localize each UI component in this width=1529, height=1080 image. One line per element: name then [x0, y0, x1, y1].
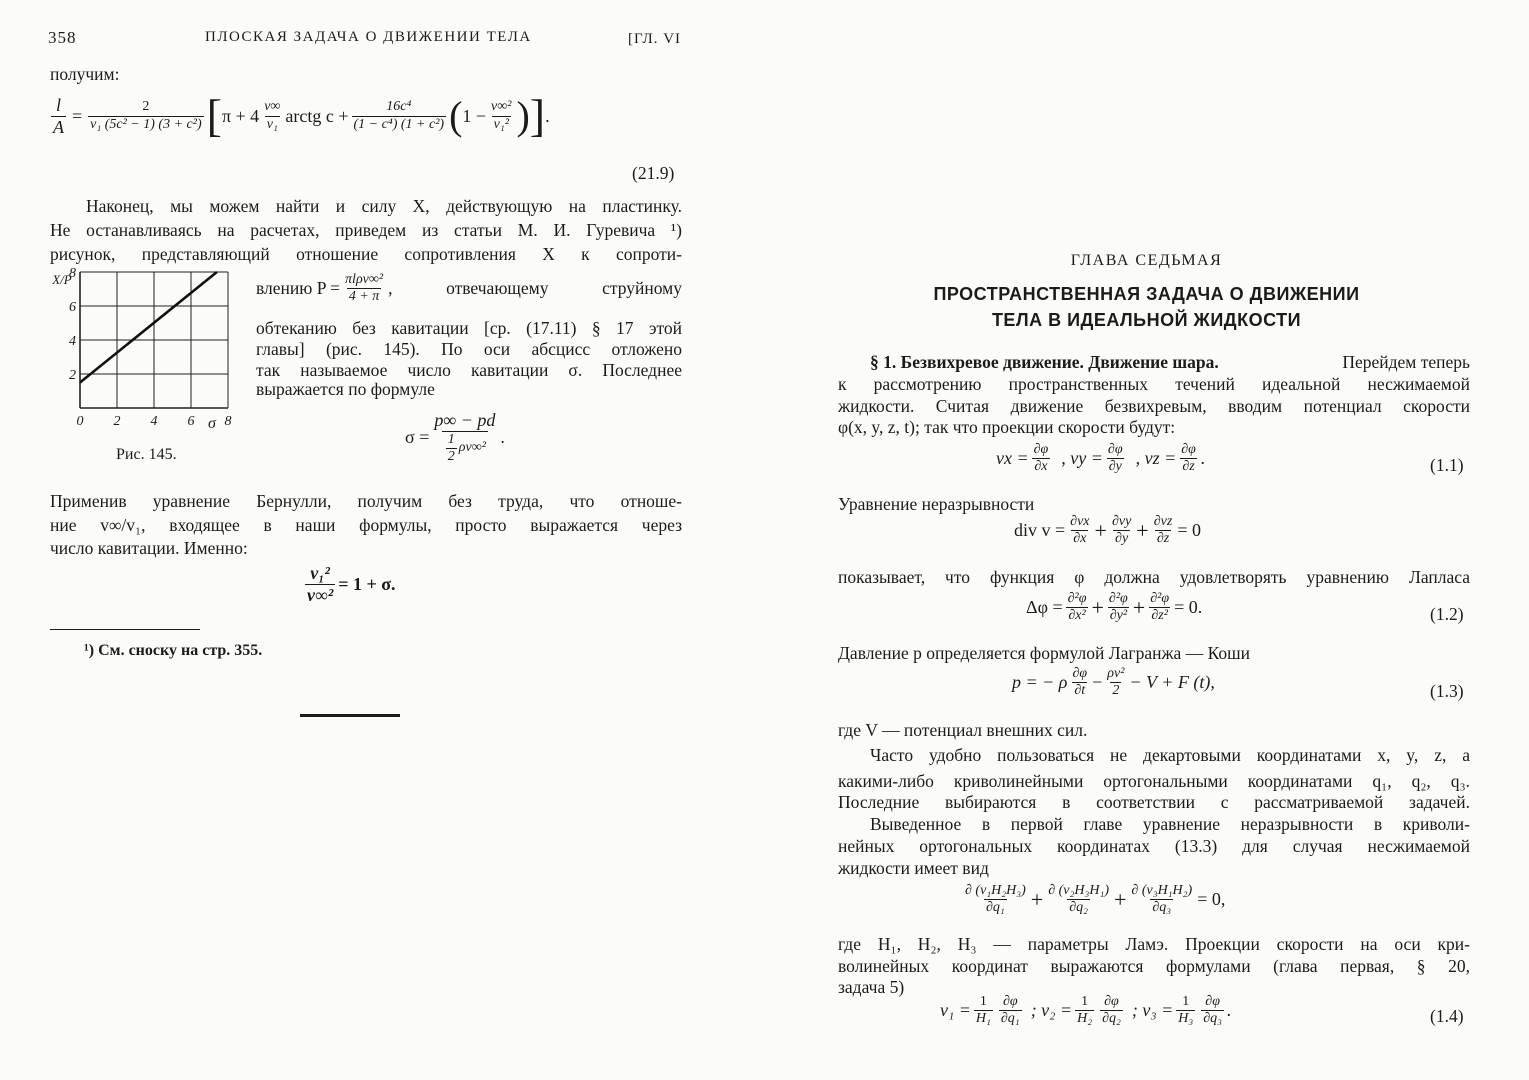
frac-den: ∂x — [1073, 531, 1087, 547]
eq-term: = 0, — [1197, 889, 1226, 910]
equation-21-9: $\frac{l}{A}$ = $\frac{2}{\text{v₁ (5c² − 1) (3 + c²)}}$ [ π + 4 $\frac{v\infty}{\text{v₁}}$ arctg c + $\frac{\text{16c⁴}}{\text{(1 − c⁴) (1 + c²)}}$ ( 1 − $\frac{\text{v∞²}}{\text{v₁²}}$ ) ] . — [53, 90, 550, 141]
eq-fraction — [1129, 883, 1194, 916]
frac-den: ∂t — [1074, 683, 1086, 699]
frac-den: ∂q₂ — [1102, 1011, 1121, 1027]
para-line: Последние выбираются в соответствии с рассматриваемой задачей. — [838, 792, 1470, 812]
page-number: 358 — [48, 28, 77, 47]
section-heading-line — [870, 352, 1470, 373]
para-line: жидкости. Считая движение безвихревым, вводим потенциал скорости — [838, 396, 1470, 416]
eq-fraction-1 — [88, 99, 203, 132]
eq-pi-term: π + 4 — [221, 105, 260, 126]
frac-num: 1 — [979, 994, 987, 1009]
footnote: ¹) См. сноску на стр. 355. — [84, 642, 263, 659]
x-tick-label: 4 — [150, 414, 158, 429]
para-line: главы] (рис. 145). По оси абсцисс отложено — [256, 339, 682, 359]
eq-term: vx = — [996, 448, 1029, 469]
equation-number: (1.2) — [1430, 604, 1464, 624]
eq-fraction — [1066, 591, 1089, 624]
frac-num: 2 — [142, 99, 150, 115]
eq-fraction — [1176, 994, 1195, 1027]
frac-den: H₁ — [975, 1011, 991, 1027]
x-axis-label: σ — [208, 415, 216, 432]
y-tick-label: 8 — [69, 266, 76, 281]
eq-fraction-3 — [352, 99, 447, 132]
para-line: к рассмотрению пространственных течений идеальной несжимаемой — [838, 374, 1470, 394]
frac-num: πlρv∞² — [345, 272, 384, 287]
para-line: обтеканию без кавитации [ср. (17.11) § 17 этой — [256, 318, 682, 338]
frac-num: l — [55, 94, 61, 115]
frac-den: ∂z — [1156, 531, 1170, 547]
sigma-lhs: σ = — [405, 426, 430, 447]
frac-den: ∂q₂ — [1069, 900, 1088, 916]
para-line: Выведенное в первой главе уравнение неразрывности в криволи- — [870, 814, 1470, 834]
frac-num: ρv² — [1107, 666, 1125, 681]
running-head: ПЛОСКАЯ ЗАДАЧА О ДВИЖЕНИИ ТЕЛА — [205, 29, 532, 45]
chapter-marker: [ГЛ. VI — [628, 31, 682, 47]
half-fraction — [446, 432, 457, 465]
eq-fraction-4 — [489, 99, 513, 132]
bernoulli-equation — [302, 563, 396, 605]
left-page — [0, 0, 764, 1080]
velocity-ratio-fraction — [305, 563, 335, 605]
frac-den: 2 — [1112, 683, 1120, 699]
eq-fraction — [1100, 994, 1123, 1027]
sigma-fraction — [432, 410, 497, 465]
x-tick-label: 8 — [224, 414, 232, 429]
wrap-line-with-formula — [256, 272, 682, 305]
chart-marks — [51, 266, 231, 432]
eq-fraction — [1179, 442, 1198, 475]
para-line: φ(x, y, z, t); так что проекции скорости будут: — [838, 417, 1176, 437]
chapter-label: ГЛАВА СЕДЬМАЯ — [1070, 252, 1223, 269]
frac-num: ∂φ — [1033, 442, 1049, 457]
frac-num: ∂φ — [1002, 994, 1018, 1009]
eq-fraction — [1201, 994, 1224, 1027]
eq-term: = 0. — [1174, 597, 1203, 618]
frac-num: ∂φ — [1181, 442, 1196, 457]
para-line: Часто удобно пользоваться не декартовыми координатами x, y, z, а — [870, 745, 1470, 765]
frac-num: ∂ (v₃H₁H₂) — [1131, 883, 1193, 898]
para-line: выражается по формуле — [256, 379, 435, 399]
eq-term: = 0 — [1177, 520, 1201, 541]
eq-fraction — [1032, 442, 1051, 475]
equation-1-4 — [940, 994, 1232, 1027]
para-line: где V — потенциал внешних сил. — [838, 720, 1088, 740]
frac-den: ∂q₁ — [1000, 1011, 1020, 1027]
cavitation-number-formula: σ = p∞ − pd $\frac{1}{2}$ ρv∞² . — [405, 410, 505, 464]
frac-den: ∂q₃ — [1152, 900, 1172, 916]
eq-term: . — [1200, 448, 1206, 469]
equation-number: (1.1) — [1430, 455, 1464, 475]
eq-fraction — [1070, 666, 1089, 699]
equation-number: (21.9) — [632, 163, 675, 183]
frac-num: ∂²φ — [1150, 591, 1170, 606]
frac-num: v∞² — [491, 99, 512, 115]
series-line — [80, 272, 217, 383]
frac-den: ∂q₁ — [985, 900, 1005, 916]
figure-caption: Рис. 145. — [116, 446, 177, 463]
frac-num: ∂²φ — [1067, 591, 1087, 606]
frac-num: ∂vz — [1153, 514, 1173, 529]
frac-num: 1 — [1182, 994, 1190, 1009]
frac-num: v∞ — [264, 99, 281, 115]
resistance-fraction — [343, 272, 385, 305]
chart-grid — [80, 272, 228, 408]
frac-num: p∞ − pd — [434, 410, 496, 430]
equation-number: (1.4) — [1430, 1006, 1464, 1026]
eq-fraction — [1106, 442, 1125, 475]
eq-term: ; v₃ = — [1131, 1000, 1174, 1021]
para-line: Наконец, мы можем найти и силу X, действующую на пластинку. — [86, 196, 682, 216]
frac-den: H₂ — [1077, 1011, 1093, 1027]
eq-fraction — [1046, 883, 1111, 916]
frac-num: ∂²φ — [1108, 591, 1128, 606]
eq-term: . — [1227, 1000, 1232, 1021]
y-tick-label: 6 — [69, 300, 76, 315]
frac-den: 4 + π — [348, 289, 380, 305]
equation-1-1 — [996, 442, 1205, 475]
wrap-text-b: , отвечающему струйному — [388, 278, 682, 299]
frac-den: ∂y — [1108, 459, 1122, 475]
intro-text: получим: — [50, 64, 120, 84]
para-line: жидкости имеет вид — [838, 858, 989, 878]
frac-den: ∂x² — [1068, 608, 1086, 624]
rho-v-term: ρv∞² — [458, 440, 486, 456]
frac-den: ∂y — [1115, 531, 1129, 547]
para-line: где H₁, H₂, H₃ — параметры Ламэ. Проекции скорости на оси кри- — [838, 934, 1470, 954]
eq-fraction — [1110, 514, 1133, 547]
eq-fraction — [1152, 514, 1175, 547]
equation-1-2: Δφ = $\frac{\text{∂²φ}}{\text{∂x²}}$ + $\frac{\text{∂²φ}}{\text{∂y²}}$ + $\frac{\text{∂²φ}}{\text{∂z²}}$ = 0. — [1026, 591, 1203, 624]
section-heading: § 1. Безвихревое движение. Движение шара. — [870, 352, 1219, 372]
eq-fraction — [963, 883, 1028, 916]
eq-term: , vz = — [1135, 448, 1177, 469]
frac-num: v₁² — [310, 563, 330, 583]
equation-1-3: p = − ρ $\frac{\partial\varphi}{\partial t}$ − $\frac{\text{ρv²}}{2}$ − V + F (t), — [1012, 666, 1215, 699]
eq-fraction-2 — [262, 99, 282, 132]
equation-number: (1.3) — [1430, 681, 1464, 701]
section-text: Перейдем теперь — [1342, 352, 1470, 372]
para-line: рисунок, представляющий отношение сопротивления X к сопроти- — [50, 244, 682, 264]
frac-num: ∂vy — [1111, 514, 1132, 529]
eq-arctg: arctg c + — [285, 105, 349, 126]
chapter-title-line-2: ТЕЛА В ИДЕАЛЬНОЙ ЖИДКОСТИ — [991, 310, 1302, 330]
chapter-title-line-1: ПРОСТРАНСТВЕННАЯ ЗАДАЧА О ДВИЖЕНИИ — [933, 284, 1360, 304]
continuity-label: Уравнение неразрывности — [838, 494, 1035, 514]
frac-den: (1 − c⁴) (1 + c²) — [353, 116, 445, 132]
frac-den: A — [53, 116, 64, 137]
eq-fraction — [1148, 591, 1171, 624]
eq-fraction — [1107, 591, 1130, 624]
curvilinear-continuity-equation: $\frac{\text{∂ (v₁H₂H₃)}}{\text{∂q₁}}$ + $\frac{\text{∂ (v₂H₃H₁)}}{\text{∂q₂}}$ + $\frac{\text{∂ (v₃H₁H₂)}}{\text{∂q₃}}$ = 0, — [965, 883, 1226, 916]
eq-term: p = − ρ — [1012, 672, 1068, 693]
eq-fraction — [1075, 994, 1094, 1027]
eq-fraction — [999, 994, 1022, 1027]
frac-num: ∂φ — [1072, 666, 1088, 681]
end-rule — [300, 714, 400, 717]
frac-den: ∂q₃ — [1203, 1011, 1223, 1027]
right-page — [764, 0, 1529, 1080]
frac-num: ∂φ — [1205, 994, 1220, 1009]
eq-fraction — [1068, 514, 1091, 547]
frac-num: ∂vx — [1070, 514, 1090, 529]
wrap-text-a: влению P = — [256, 278, 341, 299]
footnote-rule — [50, 629, 200, 630]
eq-term: − V + F (t), — [1129, 672, 1215, 693]
para-line: какими-либо криволинейными ортогональными координатами q₁, q₂, q₃. — [838, 771, 1470, 791]
frac-den: v₁² — [493, 116, 509, 132]
y-tick-label: 4 — [69, 334, 76, 349]
divergence-equation: div v = $\frac{\partial vx}{\partial x}$ + $\frac{\partial vy}{\partial y}$ + $\frac{\partial vz}{\partial z}$ = 0 — [1014, 514, 1201, 547]
eq-fraction — [1105, 666, 1126, 699]
para-line: Не останавливаясь на расчетах, приведем из статьи М. И. Гуревича ¹) — [50, 220, 682, 240]
para-line: число кавитации. Именно: — [50, 538, 248, 558]
para-line: волинейных координат выражаются формулами (глава первая, § 20, — [838, 956, 1470, 976]
eq-lhs-fraction — [51, 95, 66, 137]
y-tick-label: 2 — [69, 368, 76, 383]
frac-num: ∂ (v₁H₂H₃) — [965, 883, 1026, 898]
frac-den: 2 — [447, 448, 455, 464]
y-axis-label: X/P — [52, 272, 72, 287]
x-tick-label: 2 — [113, 414, 121, 429]
eq-term: v₁ = — [940, 1000, 971, 1021]
para-line: показывает, что функция φ должна удовлетворять уравнению Лапласа — [838, 567, 1470, 587]
eq-term: Δφ = — [1026, 597, 1063, 618]
frac-num: 1 — [1081, 994, 1089, 1009]
frac-num: ∂φ — [1104, 994, 1119, 1009]
frac-num: 1 — [447, 431, 455, 447]
frac-den: v₁ (5c² − 1) (3 + c²) — [90, 116, 202, 132]
x-tick-label: 6 — [187, 414, 195, 429]
x-tick-label: 0 — [76, 414, 84, 429]
frac-den: v₁ — [266, 116, 278, 132]
para-line: нейных ортогональных координатах (13.3) для случая несжимаемой — [838, 836, 1470, 856]
frac-den: H₃ — [1178, 1011, 1194, 1027]
frac-num: ∂φ — [1107, 442, 1123, 457]
frac-num: ∂ (v₂H₃H₁) — [1048, 883, 1109, 898]
frac-den — [442, 431, 488, 465]
frac-den: ∂z² — [1151, 608, 1168, 624]
bernoulli-rhs: = 1 + σ. — [338, 573, 396, 594]
para-line: ние v∞/v₁, входящее в наши формулы, просто выражается через — [50, 515, 682, 535]
frac-den: v∞² — [307, 584, 334, 605]
para-line: Применив уравнение Бернулли, получим без труда, что отноше- — [50, 491, 682, 511]
frac-den: ∂z — [1182, 459, 1195, 475]
eq-term: ; v₂ = — [1030, 1000, 1073, 1021]
eq-paren-term: 1 − — [462, 105, 487, 126]
para-line: задача 5) — [838, 977, 905, 997]
frac-num: 16c⁴ — [386, 99, 412, 115]
frac-den: ∂y² — [1109, 608, 1128, 624]
para-line: так называемое число кавитации σ. Последнее — [256, 360, 682, 380]
eq-term: div v = — [1014, 520, 1066, 541]
para-line: Давление p определяется формулой Лагранжа — Коши — [838, 643, 1250, 663]
frac-den: ∂x — [1034, 459, 1048, 475]
figure-145-chart — [50, 262, 240, 442]
eq-fraction — [974, 994, 993, 1027]
eq-term: , vy = — [1061, 448, 1103, 469]
